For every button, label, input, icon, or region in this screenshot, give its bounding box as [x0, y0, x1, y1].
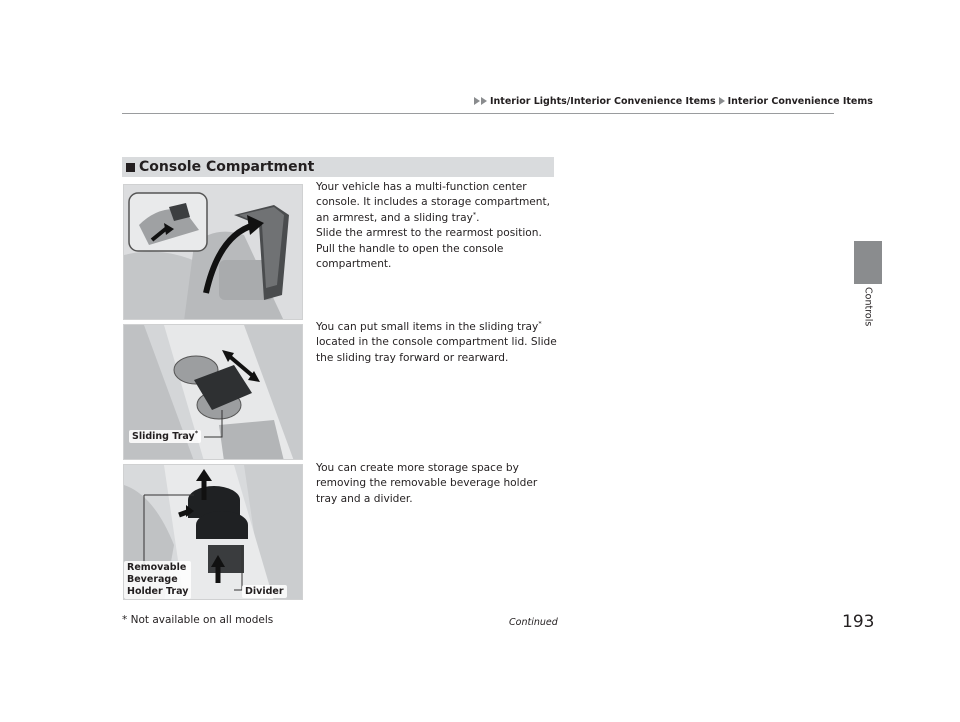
- continued-label: Continued: [509, 617, 558, 628]
- footnote-marker: *: [538, 319, 542, 328]
- console-armrest-illustration: [123, 184, 303, 320]
- callout-label: Divider: [245, 586, 284, 597]
- breadcrumb-arrow-icon: [481, 97, 487, 105]
- section-title: Console Compartment: [139, 159, 315, 175]
- sliding-tray-callout: [129, 430, 201, 443]
- paragraph-text: You can create more storage space by removing the removable beverage holder tray and a divider.: [316, 462, 538, 505]
- callout-label: Removable: [127, 562, 187, 573]
- page-number: 193: [842, 612, 875, 632]
- section-heading: [122, 157, 554, 177]
- paragraph-text: You can put small items in the sliding tray: [316, 321, 539, 333]
- breadcrumb-link-interior-lights[interactable]: Interior Lights/Interior Convenience Items: [490, 95, 716, 107]
- chapter-tab-label: Controls: [862, 287, 874, 327]
- breadcrumb-arrow-icon: [474, 97, 480, 105]
- header-divider: [122, 113, 834, 114]
- breadcrumb-separator-icon: [719, 97, 725, 105]
- beverage-holder-callout: [124, 561, 191, 599]
- paragraph-storage-space: [316, 461, 560, 507]
- paragraph-console-intro: [316, 180, 560, 272]
- chapter-tab[interactable]: [854, 241, 882, 284]
- breadcrumb-current[interactable]: Interior Convenience Items: [727, 95, 873, 107]
- section-square-icon: [126, 163, 135, 172]
- callout-label: Sliding Tray: [132, 431, 195, 442]
- divider-callout: [242, 585, 287, 598]
- breadcrumb: [474, 94, 873, 108]
- paragraph-text: Slide the armrest to the rearmost position. Pull the handle to open the console compartment.: [316, 227, 542, 271]
- paragraph-text: Your vehicle has a multi-function center console. It includes a storage compartment, an armrest, and a sliding tray: [316, 181, 551, 224]
- paragraph-sliding-tray: [316, 320, 560, 366]
- callout-label: Beverage: [127, 574, 178, 585]
- footnote: * Not available on all models: [122, 614, 274, 626]
- paragraph-text: located in the console compartment lid. Slide the sliding tray forward or rearward.: [316, 336, 557, 364]
- footnote-marker: *: [472, 210, 477, 219]
- callout-label: Holder Tray: [127, 586, 189, 597]
- paragraph-text: .: [476, 211, 480, 224]
- footnote-marker: *: [194, 428, 199, 437]
